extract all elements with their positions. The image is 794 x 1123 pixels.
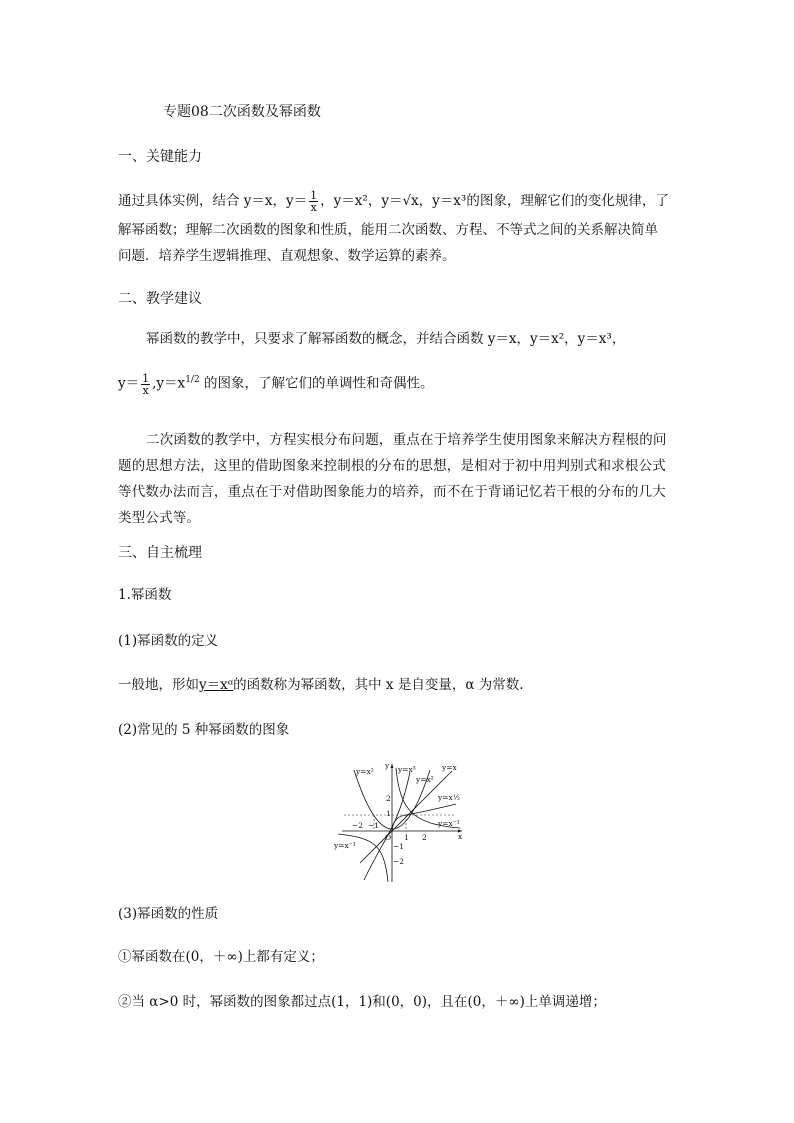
tick-x-minus-2: −2 bbox=[352, 821, 364, 830]
label-y-x: y=x bbox=[442, 763, 457, 772]
page-title: 专题08二次函数及幂函数 bbox=[163, 104, 321, 120]
paragraph-2-line-1: 幂函数的教学中，只要求了解幂函数的概念，并结合函数 y＝x，y＝x²，y＝x³， bbox=[146, 331, 626, 347]
power-function-graphs-figure bbox=[330, 758, 470, 884]
paragraph-2-text-pre: y＝ bbox=[118, 375, 140, 392]
paragraph-1-text-a: 通过具体实例，结合 y＝x，y＝ bbox=[118, 193, 308, 209]
definition-text-b: 的函数称为幂函数，其中 x 是自变量，α 为常数. bbox=[233, 677, 524, 693]
label-y-x2-right: y=x² bbox=[416, 775, 434, 784]
fraction-1-over-x bbox=[309, 190, 318, 213]
property-1: ①幂函数在(0，＋∞)上都有定义； bbox=[118, 949, 324, 965]
tick-x-1: 1 bbox=[404, 833, 409, 842]
subheading-power-functions: 1.幂函数 bbox=[118, 587, 172, 603]
tick-y-1: 1 bbox=[386, 809, 391, 818]
label-y-x3: y=x³ bbox=[398, 765, 416, 774]
tick-y-minus-1: −1 bbox=[393, 842, 405, 851]
paragraph-3: 二次函数的教学中，方程实根分布问题，重点在于培养学生使用图象来解决方程根的问题的思想方法，这里的借助图象来控制根的分布的思想，是相对于初中用判别式和求根公式等代数办法而言，重点在于对借助图象能力的培养，而不在于背诵记忆若干根的分布的几大类型公式等。 bbox=[118, 432, 667, 526]
section-heading-key-abilities: 一、关键能力 bbox=[118, 149, 202, 165]
fraction-denominator: x bbox=[310, 201, 317, 214]
tick-y-2: 2 bbox=[386, 794, 391, 803]
section-heading-self-study: 三、自主梳理 bbox=[118, 545, 202, 561]
tick-x-minus-1: −1 bbox=[368, 821, 380, 830]
paragraph-1-line-3: 问题．培养学生逻辑推理、直观想象、数学运算的素养。 bbox=[118, 248, 456, 264]
fraction-denominator-2: x bbox=[142, 383, 149, 397]
section-heading-teaching-suggestions: 二、教学建议 bbox=[118, 291, 202, 307]
label-y-inverse-right: y=x⁻¹ bbox=[438, 819, 460, 828]
paragraph-2-text-post: 的图象，了解它们的单调性和奇偶性。 bbox=[199, 375, 434, 392]
definition-line bbox=[118, 675, 524, 695]
label-y-sqrt-x: y=x½ bbox=[438, 793, 461, 802]
definition-text-a: 一般地，形如 bbox=[118, 677, 199, 693]
subheading-properties: (3)幂函数的性质 bbox=[118, 906, 219, 922]
y-axis-arrow bbox=[391, 764, 394, 768]
label-axis-x: x bbox=[458, 832, 463, 841]
label-y-x2-left: y=x² bbox=[356, 767, 374, 776]
label-axis-y: y bbox=[385, 761, 390, 770]
definition-formula: y＝xᵅ bbox=[199, 677, 234, 693]
fraction-numerator: 1 bbox=[310, 189, 318, 202]
fraction-1-over-x-2 bbox=[141, 373, 150, 396]
fraction-numerator-2: 1 bbox=[142, 371, 150, 385]
paragraph-2-line-2 bbox=[118, 370, 433, 396]
paragraph-2-text-mid: ,y＝x bbox=[152, 375, 186, 392]
paragraph-1-line-2: 解幂函数；理解二次函数的图象和性质，能用二次函数、方程、不等式之间的关系解决简单 bbox=[118, 222, 658, 238]
property-2: ②当 α>0 时，幂函数的图象都过点(1，1)和(0，0)，且在(0，＋∞)上单调递增； bbox=[118, 994, 606, 1010]
paragraph-1-line-1 bbox=[118, 190, 669, 213]
paragraph-1-text-b: ，y＝x²，y＝√x，y＝x³的图象，理解它们的变化规律，了 bbox=[320, 193, 669, 209]
exponent-one-half: 1/2 bbox=[185, 375, 200, 385]
tick-x-2: 2 bbox=[422, 833, 427, 842]
subheading-definition: (1)幂函数的定义 bbox=[118, 633, 219, 649]
subheading-graphs: (2)常见的 5 种幂函数的图象 bbox=[118, 722, 290, 738]
tick-y-minus-2: −2 bbox=[393, 857, 405, 866]
label-origin: O bbox=[385, 833, 392, 842]
label-y-inverse-left: y=x⁻¹ bbox=[334, 841, 356, 850]
